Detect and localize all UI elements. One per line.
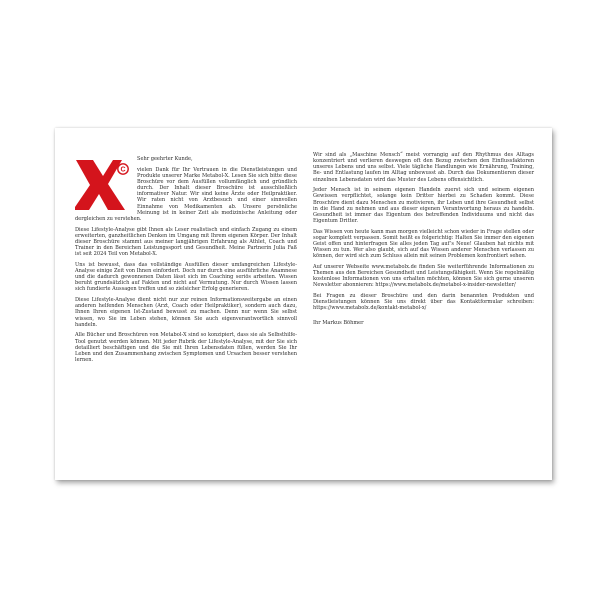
paragraph: Uns ist bewusst, dass das vollständige Ausfüllen dieser umfangreichen Lifestyle-Analyse einige Zeit von Ihnen einfordert. Doch nur durch eine ausführliche Anamnese und die dadurch gewonnenen Daten lässt sich im Coaching seriös arbeiten. Wissen beruht grundsätzlich auf Fakten und nicht auf Vermutung. Nur durch Wissen lassen sich fundierte Aussagen treffen und so zielsicher Erfolg generieren. — [75, 261, 297, 293]
right-column — [313, 152, 534, 330]
paragraph: Jeder Mensch ist in seinem eigenen Handeln zuerst sich und seinem eigenen Gewissen verpflichtet, solange kein Dritter hierbei zu Schaden kommt. Diese Broschüre dient dazu Menschen zu motivieren, ihr Leben und ihre Gesundheit selbst in die Hand zu nehmen und aus dieser eigenen Verantwortung heraus zu handeln. Gesundheit ist immer das Eigentum des betreffenden Individuums und nicht das Eigentum Dritter. — [313, 187, 534, 225]
paragraph: Das Wissen von heute kann man morgen vielleicht schon wieder in Frage stellen oder sogar komplett verpassen. Somit heißt es folgerichtig: Halten Sie immer den eigenen Geist offen und hinterfragen Sie alles jeden Tag auf’s Neue! Glauben hat nichts mit Wissen zu tun. Wer also glaubt, sich auf das Wissen anderer Menschen verlassen zu können, der wird sich zum Schluss allein mit seinen Problemen konfrontiert sehen. — [313, 228, 534, 260]
paragraph: Bei Fragen zu dieser Broschüre und den darin benannten Produkten und Dienstleistungen können Sie uns direkt über das Kontaktformular schreiben: https://www.metabolx.de/kontakt-metabol-x/ — [313, 293, 534, 312]
greeting: Sehr geehrter Kunde, — [137, 156, 193, 162]
svg-text:C: C — [120, 166, 126, 174]
paragraph: vielen Dank für Ihr Vertrauen in die Dienstleistungen und Produkte unserer Marke Metabol-X. Lesen Sie sich bitte diese Broschüre vor dem Ausfüllen vollumfänglich und gründlich durch. Der Inhalt dieser Broschüre ist ausschließlich informativer Natur. Wir sind keine Ärzte oder Heilpraktiker. Wir raten nicht von Arztbesuch und einer sinnvollen Einnahme von Medikamenten ab. Unsere persönliche Meinung ist in keiner Zeit als medizinische Anleitung oder dergleichen zu verstehen. — [75, 166, 297, 222]
paragraph: Alle Bücher und Broschüren von Metabol-X sind so konzipiert, dass sie als Selbsthilfe-Tool genutzt werden können. Mit jeder Rubrik der Lifestyle-Analyse, mit der Sie sich detailliert beschäftigen und die Sie mit Ihren Lebensdaten füllen, werden Sie Ihr Leben und den Zusammenhang zwischen Symptomen und Ursachen besser verstehen lernen. — [75, 332, 297, 364]
paragraph: Diese Lifestyle-Analyse gibt Ihnen als Leser realistisch und einfach Zugang zu einem erweiterten, ganzheitlichen Denken im Umgang mit Ihrem eigenen Körper. Der Inhalt dieser Broschüre stammt aus meiner langjährigen Erfahrung als Athlet, Coach und Trainer in den Bereichen Leistungssport und Gesundheit. Meine Partnerin Julia Faß ist seit 2024 Teil von Metabol-X. — [75, 226, 297, 258]
left-column — [75, 152, 297, 368]
paragraph: Auf unserer Webseite www.metabolx.de finden Sie weiterführende Informationen zu Themen aus den Bereichen Gesundheit und Leistungsfähigkeit. Wenn Sie regelmäßig kostenlose Informationen von uns erhalten möchten, können Sie sich gerne unseren Newsletter abonnieren: https://www.metabolx.de/metabol-x-insider-newsletter/ — [313, 264, 534, 289]
paragraph: Wir sind als „Maschine Mensch“ meist vorrangig auf den Rhythmus des Alltags konzentriert und verlieren deswegen oft den Bezug zwischen den Einflussfaktoren unseres Lebens und uns selbst. Viele tägliche Handlungen wie Ernährung, Training, Be- und Entlastung laufen im Alltag unbewusst ab. Durch das Dokumentieren dieser einzelnen Lebensdaten wird das Muster des Lebens offensichtlich. — [313, 152, 534, 183]
brochure-page — [55, 128, 552, 480]
paragraph: Diese Lifestyle-Analyse dient nicht nur zur reinen Informationsweitergabe an einen anderen helfenden Menschen (Arzt, Coach oder Heilpraktiker), sondern auch dazu, Ihnen Ihren eigenen Ist-Zustand bewusst zu machen. Denn nur wenn Sie selbst wissen, wo Sie im Leben stehen, können Sie auch eigenverantwortlich sinnvoll handeln. — [75, 297, 297, 328]
metabol-x-logo-icon — [75, 156, 131, 212]
signature: Ihr Markus Böhmer — [313, 319, 364, 326]
